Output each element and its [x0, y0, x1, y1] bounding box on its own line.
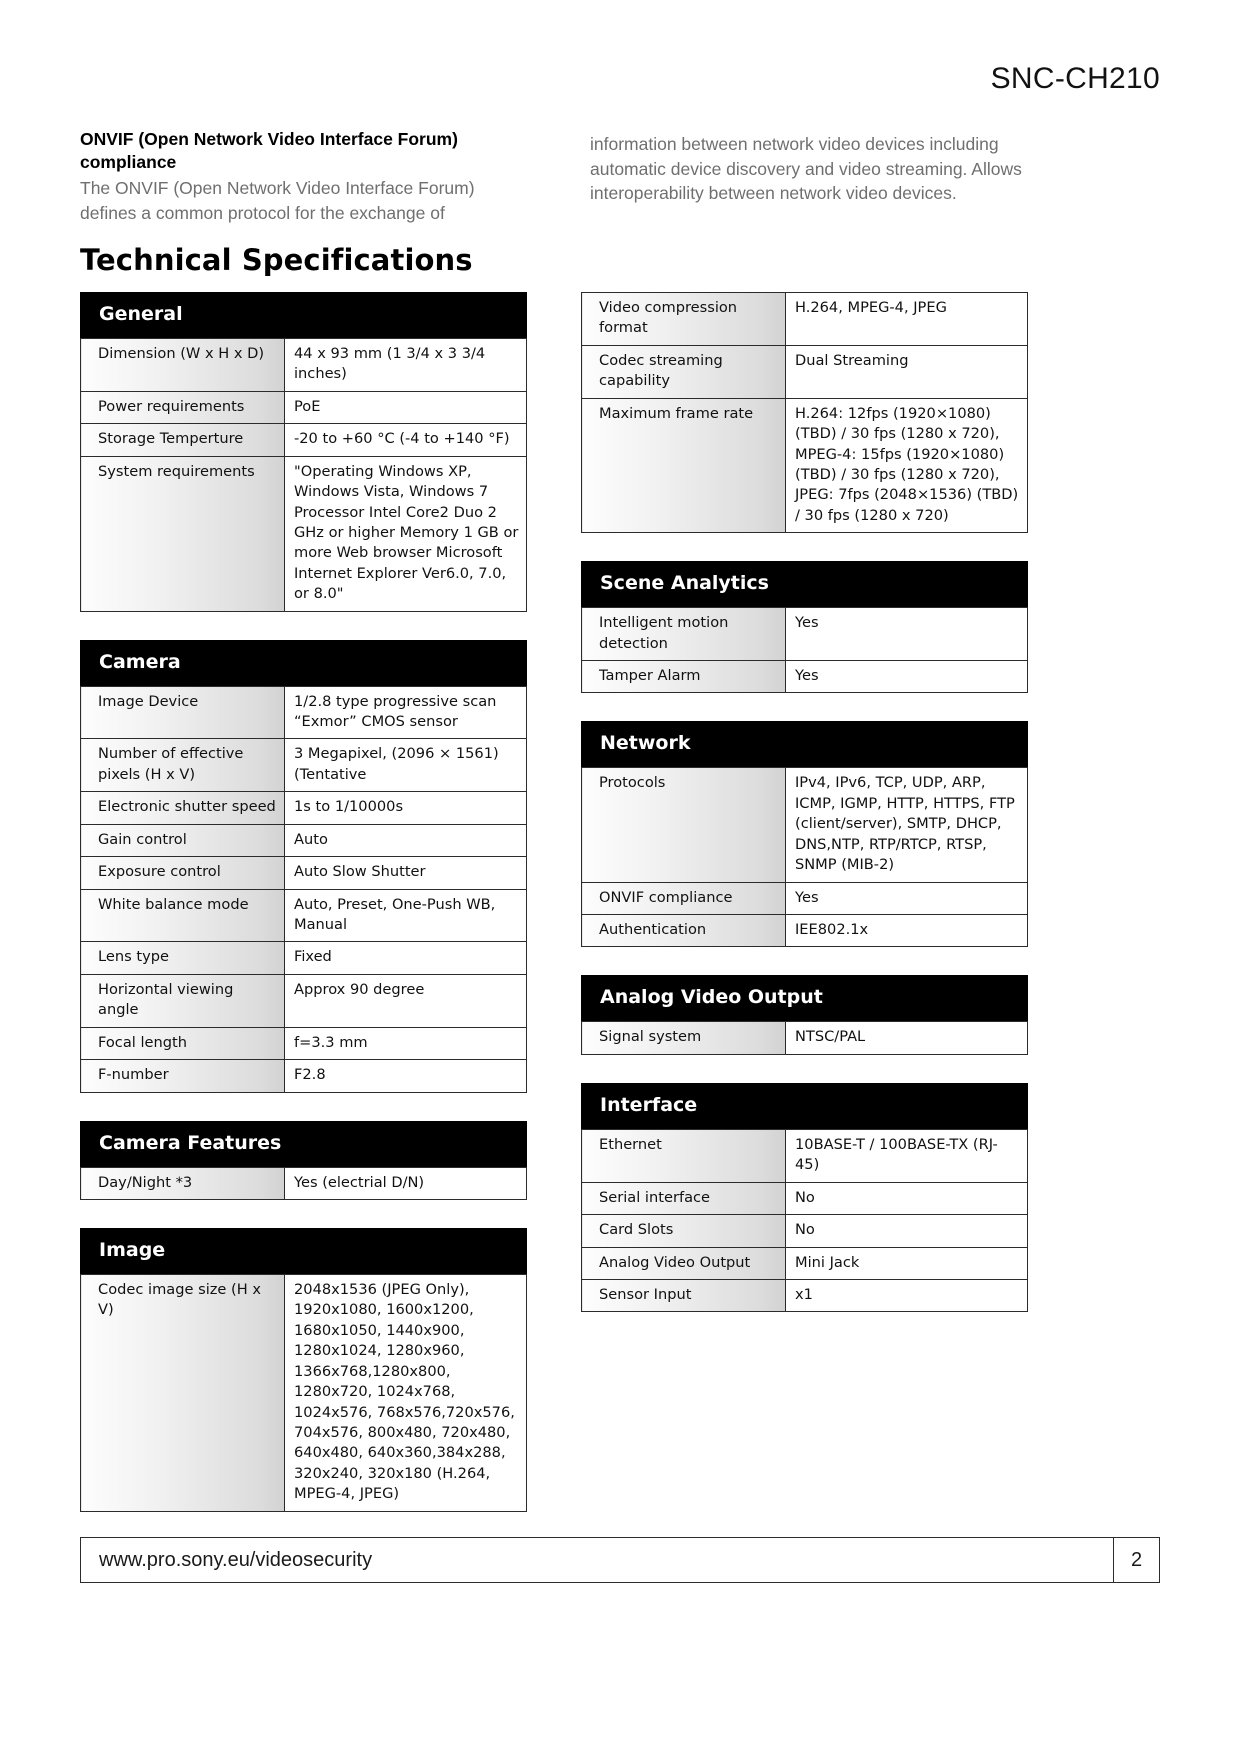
spec-key: Horizontal viewing angle — [81, 974, 285, 1027]
spec-value: 10BASE-T / 100BASE-TX (RJ-45) — [786, 1129, 1028, 1182]
spec-table-title: Interface — [581, 1083, 1028, 1129]
spec-key: Codec image size (H x V) — [81, 1274, 285, 1511]
spec-table-analog-video-output — [581, 975, 1028, 1054]
spec-key: Serial interface — [582, 1182, 786, 1214]
spec-value: 2048x1536 (JPEG Only), 1920x1080, 1600x1200, 1680x1050, 1440x900, 1280x1024, 1280x960, 1366x768,1280x800, 1280x720, 1024x768, 1024x576, 768x576,720x576, 704x576, 800x480, 720x480, 640x480, 640x360,384x288, 320x240, 320x180 (H.264, MPEG-4, JPEG) — [285, 1274, 527, 1511]
table-row — [81, 391, 527, 423]
intro-title: ONVIF (Open Network Video Interface Forum) compliance — [80, 129, 458, 173]
document-header — [80, 62, 1160, 96]
table-row — [81, 686, 527, 739]
footer-url[interactable]: www.pro.sony.eu/videosecurity — [99, 1548, 373, 1571]
spec-key: Exposure control — [81, 857, 285, 889]
spec-table-camera — [80, 640, 527, 1093]
table-row — [81, 339, 527, 392]
spec-value: "Operating Windows XP, Windows Vista, Windows 7 Processor Intel Core2 Duo 2 GHz or higher Memory 1 GB or more Web browser Microsoft Internet Explorer Ver6.0, 7.0, or 8.0" — [285, 456, 527, 611]
section-heading: Technical Specifications — [80, 243, 473, 277]
table-row — [582, 661, 1028, 693]
spec-key: Analog Video Output — [582, 1247, 786, 1279]
table-row — [582, 398, 1028, 533]
spec-value: Yes — [786, 608, 1028, 661]
table-row — [81, 1274, 527, 1511]
spec-key: Sensor Input — [582, 1279, 786, 1311]
spec-value: Dual Streaming — [786, 345, 1028, 398]
spec-value: x1 — [786, 1279, 1028, 1311]
spec-key: Maximum frame rate — [582, 398, 786, 533]
spec-value: Approx 90 degree — [285, 974, 527, 1027]
spec-key: F-number — [81, 1060, 285, 1092]
spec-key: Ethernet — [582, 1129, 786, 1182]
spec-table-title: Network — [581, 721, 1028, 767]
table-row — [582, 915, 1028, 947]
spec-key: Focal length — [81, 1027, 285, 1059]
spec-key: System requirements — [81, 456, 285, 611]
table-row — [582, 1182, 1028, 1214]
spec-value: Auto, Preset, One-Push WB, Manual — [285, 889, 527, 942]
spec-value: NTSC/PAL — [786, 1022, 1028, 1054]
table-row — [81, 424, 527, 456]
table-row — [81, 1027, 527, 1059]
spec-table-video-codec — [581, 292, 1028, 533]
spec-table-title: Camera — [80, 640, 527, 686]
page-footer — [80, 1537, 1160, 1583]
table-row — [81, 857, 527, 889]
table-row — [582, 293, 1028, 346]
spec-key: Authentication — [582, 915, 786, 947]
spec-key: Electronic shutter speed — [81, 792, 285, 824]
spec-table-title: Scene Analytics — [581, 561, 1028, 607]
table-row — [582, 1215, 1028, 1247]
table-row — [81, 739, 527, 792]
spec-key: Gain control — [81, 824, 285, 856]
spec-key: Card Slots — [582, 1215, 786, 1247]
spec-value: Yes — [786, 661, 1028, 693]
table-row — [81, 1060, 527, 1092]
spec-value: No — [786, 1182, 1028, 1214]
spec-table-title: Camera Features — [80, 1121, 527, 1167]
spec-key: Video compression format — [582, 293, 786, 346]
spec-value: 1/2.8 type progressive scan “Exmor” CMOS sensor — [285, 686, 527, 739]
spec-key: Tamper Alarm — [582, 661, 786, 693]
spec-value: F2.8 — [285, 1060, 527, 1092]
table-row — [582, 1279, 1028, 1311]
table-row — [81, 1167, 527, 1199]
spec-value: Fixed — [285, 942, 527, 974]
table-row — [81, 889, 527, 942]
spec-table-title: Analog Video Output — [581, 975, 1028, 1021]
spec-value: Yes — [786, 882, 1028, 914]
table-row — [582, 1247, 1028, 1279]
spec-table-title: General — [80, 292, 527, 338]
spec-value: No — [786, 1215, 1028, 1247]
spec-value: 1s to 1/10000s — [285, 792, 527, 824]
table-row — [582, 1129, 1028, 1182]
intro-body-left: The ONVIF (Open Network Video Interface Forum) defines a common protocol for the exchange of — [80, 178, 475, 223]
model-name: SNC-CH210 — [990, 62, 1160, 95]
spec-value: Auto — [285, 824, 527, 856]
spec-value: H.264, MPEG-4, JPEG — [786, 293, 1028, 346]
spec-key: ONVIF compliance — [582, 882, 786, 914]
table-row — [81, 456, 527, 611]
table-row — [582, 882, 1028, 914]
spec-key: Dimension (W x H x D) — [81, 339, 285, 392]
spec-table-scene-analytics — [581, 561, 1028, 693]
spec-key: Storage Temperture — [81, 424, 285, 456]
spec-key: Image Device — [81, 686, 285, 739]
spec-key: Power requirements — [81, 391, 285, 423]
table-row — [81, 792, 527, 824]
spec-table-image — [80, 1228, 527, 1512]
spec-key: Protocols — [582, 768, 786, 882]
spec-key: White balance mode — [81, 889, 285, 942]
spec-table-interface — [581, 1083, 1028, 1313]
intro-section — [80, 128, 1160, 225]
spec-value: Yes (electrial D/N) — [285, 1167, 527, 1199]
spec-table-general — [80, 292, 527, 612]
spec-key: Codec streaming capability — [582, 345, 786, 398]
spec-table-title: Image — [80, 1228, 527, 1274]
spec-column-right — [581, 292, 1028, 1312]
spec-value: IPv4, IPv6, TCP, UDP, ARP, ICMP, IGMP, HTTP, HTTPS, FTP (client/server), SMTP, DHCP, DNS,NTP, RTP/RTCP, RTSP, SNMP (MIB-2) — [786, 768, 1028, 882]
table-row — [582, 345, 1028, 398]
spec-column-left — [80, 292, 527, 1512]
spec-table-network — [581, 721, 1028, 947]
spec-value: -20 to +60 °C (-4 to +140 °F) — [285, 424, 527, 456]
table-row — [81, 942, 527, 974]
table-row — [582, 768, 1028, 882]
spec-key: Day/Night *3 — [81, 1167, 285, 1199]
spec-key: Signal system — [582, 1022, 786, 1054]
spec-key: Intelligent motion detection — [582, 608, 786, 661]
table-row — [582, 608, 1028, 661]
spec-value: f=3.3 mm — [285, 1027, 527, 1059]
spec-columns — [80, 292, 1160, 1512]
spec-key: Lens type — [81, 942, 285, 974]
table-row — [81, 824, 527, 856]
spec-value: 3 Megapixel, (2096 × 1561) (Tentative — [285, 739, 527, 792]
intro-body-right: information between network video devices including automatic device discovery and video streaming. Allows interoperability between network video devices. — [590, 134, 1022, 203]
intro-column-left — [80, 128, 530, 225]
spec-key: Number of effective pixels (H x V) — [81, 739, 285, 792]
footer-page-number: 2 — [1113, 1538, 1159, 1582]
spec-table-camera-features — [80, 1121, 527, 1200]
table-row — [81, 974, 527, 1027]
spec-value: PoE — [285, 391, 527, 423]
table-row — [582, 1022, 1028, 1054]
spec-value: H.264: 12fps (1920×1080) (TBD) / 30 fps (1280 x 720), MPEG-4: 15fps (1920×1080) (TBD) / 30 fps (1280 x 720), JPEG: 7fps (2048×1536) (TBD) / 30 fps (1280 x 720) — [786, 398, 1028, 533]
spec-value: Mini Jack — [786, 1247, 1028, 1279]
spec-value: IEE802.1x — [786, 915, 1028, 947]
intro-column-right — [590, 128, 1040, 225]
spec-value: Auto Slow Shutter — [285, 857, 527, 889]
spec-value: 44 x 93 mm (1 3/4 x 3 3/4 inches) — [285, 339, 527, 392]
